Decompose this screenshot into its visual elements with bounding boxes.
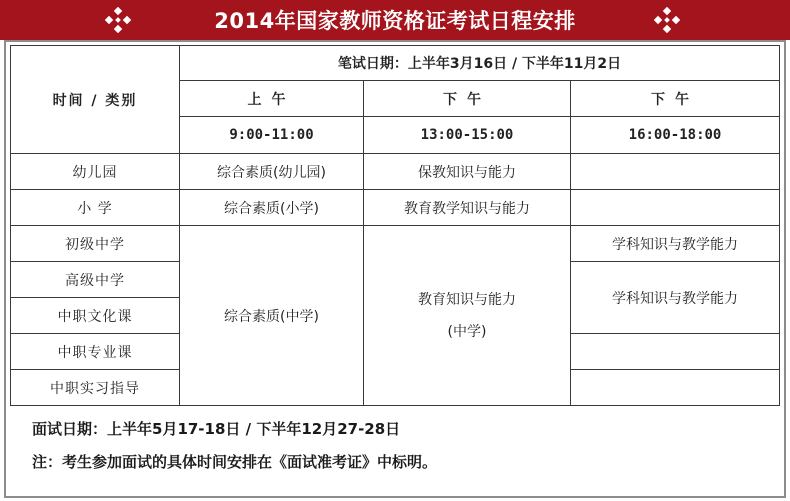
time-slot-1: 9:00-11:00 — [180, 117, 364, 154]
footer-notes — [6, 406, 784, 496]
subject1-secondary: 综合素质(中学) — [180, 226, 364, 406]
subject2-secondary — [364, 226, 571, 406]
subject3-senior-high: 学科知识与教学能力 — [571, 262, 780, 334]
time-slot-2: 13:00-15:00 — [364, 117, 571, 154]
schedule-table — [10, 45, 780, 406]
level-senior-high: 高级中学 — [11, 262, 180, 298]
subject3-junior-high: 学科知识与教学能力 — [571, 226, 780, 262]
empty-cell — [571, 154, 780, 190]
subject2-kindergarten: 保教知识与能力 — [364, 154, 571, 190]
page-title: 2014年国家教师资格证考试日程安排 — [214, 9, 576, 33]
empty-cell — [571, 370, 780, 406]
empty-cell — [571, 190, 780, 226]
level-junior-high: 初级中学 — [11, 226, 180, 262]
written-exam-dates: 笔试日期：上半年3月16日 / 下半年11月2日 — [180, 46, 780, 81]
level-primary: 小 学 — [11, 190, 180, 226]
page-header — [0, 0, 790, 40]
level-kindergarten: 幼儿园 — [11, 154, 180, 190]
level-vocational-practice: 中职实习指导 — [11, 370, 180, 406]
empty-cell — [571, 334, 780, 370]
subject2-primary: 教育教学知识与能力 — [364, 190, 571, 226]
level-vocational-culture: 中职文化课 — [11, 298, 180, 334]
subject2-secondary-line1: 教育知识与能力 — [418, 291, 516, 308]
time-slot-3: 16:00-18:00 — [571, 117, 780, 154]
corner-header: 时间 / 类别 — [11, 46, 180, 154]
ornament-icon — [105, 7, 131, 33]
interview-dates: 面试日期：上半年5月17-18日 / 下半年12月27-28日 — [32, 420, 401, 438]
level-vocational-professional: 中职专业课 — [11, 334, 180, 370]
subject1-primary: 综合素质(小学) — [180, 190, 364, 226]
footer-note: 注：考生参加面试的具体时间安排在《面试准考证》中标明。 — [32, 453, 438, 471]
subject1-kindergarten: 综合素质(幼儿园) — [180, 154, 364, 190]
ornament-icon — [654, 7, 680, 33]
period-afternoon-1: 下午 — [364, 81, 571, 117]
period-morning: 上午 — [180, 81, 364, 117]
period-afternoon-2: 下午 — [571, 81, 780, 117]
subject2-secondary-line2: (中学) — [447, 323, 487, 340]
